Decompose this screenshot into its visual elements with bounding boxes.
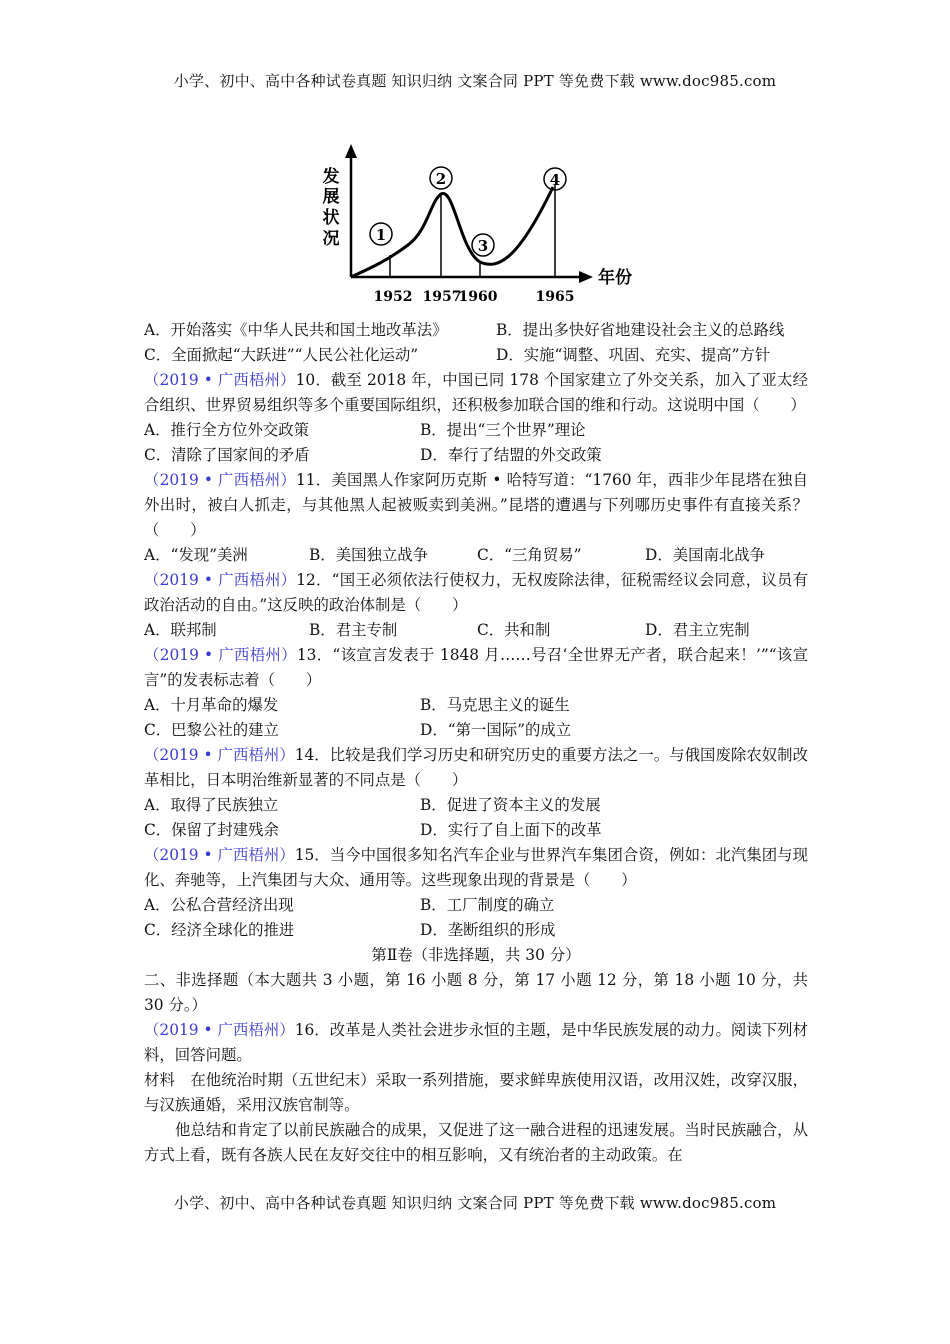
source-tag: （2019 • 广西梧州）	[144, 371, 296, 389]
svg-text:3: 3	[477, 237, 489, 255]
q15-option-d[interactable]: D．垄断组织的形成	[420, 921, 556, 939]
development-chart	[318, 142, 648, 312]
q15-option-b[interactable]: B．工厂制度的确立	[420, 896, 555, 914]
svg-text:4: 4	[549, 171, 561, 189]
svg-text:展: 展	[322, 187, 340, 207]
q11-option-c[interactable]: C．“三角贸易”	[477, 546, 582, 564]
question-stem: 10．截至 2018 年，中国已同 178 个国家建立了外交关系，加入了亚太经合组织、世界贸易组织等多个重要国际组织，还积极参加联合国的维和行动。这说明中国（ ）	[144, 371, 808, 414]
source-tag: （2019 • 广西梧州）	[144, 571, 297, 589]
svg-text:发: 发	[322, 167, 340, 187]
source-tag: （2019 • 广西梧州）	[144, 1021, 295, 1039]
q10-options-row-2	[144, 443, 808, 468]
q12-option-b[interactable]: B．君主专制	[309, 621, 398, 639]
source-tag: （2019 • 广西梧州）	[144, 646, 297, 664]
question-14	[144, 743, 808, 793]
question-stem: 13．“该宣言发表于 1848 月……号召‘全世界无产者，联合起来！’”“该宣言”的发表标志着（ ）	[144, 646, 808, 689]
q14-options-row-1	[144, 793, 808, 818]
q10-option-b[interactable]: B．提出“三个世界”理论	[420, 421, 586, 439]
question-11	[144, 468, 808, 543]
q13-options-row-2	[144, 718, 808, 743]
q9-option-a[interactable]: A．开始落实《中华人民共和国土地改革法》	[144, 321, 448, 339]
q9-option-c[interactable]: C．全面掀起“大跃进”“人民公社化运动”	[144, 346, 419, 364]
question-stem: 16．改革是人类社会进步永恒的主题，是中华民族发展的动力。阅读下列材料，回答问题。	[144, 1021, 808, 1064]
question-15	[144, 843, 808, 893]
q9-option-b[interactable]: B．提出多快好省地建设社会主义的总路线	[496, 321, 785, 339]
q11-option-d[interactable]: D．美国南北战争	[645, 546, 766, 564]
section-2-instruction: 二、非选择题（本大题共 3 小题，第 16 小题 8 分，第 17 小题 12 分，第 18 小题 10 分，共 30 分。）	[144, 971, 808, 1014]
q14-option-b[interactable]: B．促进了资本主义的发展	[420, 796, 601, 814]
question-stem: 12．“国王必须依法行使权力，无权废除法律，征税需经议会同意，议员有政治活动的自由。”这反映的政治体制是（ ）	[144, 571, 808, 614]
q11-option-b[interactable]: B．美国独立战争	[309, 546, 429, 564]
exam-content	[144, 318, 808, 1168]
q13-options-row-1	[144, 693, 808, 718]
question-13	[144, 643, 808, 693]
question-12	[144, 568, 808, 618]
source-tag: （2019 • 广西梧州）	[144, 746, 295, 764]
source-tag: （2019 • 广西梧州）	[144, 471, 296, 489]
source-tag: （2019 • 广西梧州）	[144, 846, 295, 864]
q14-options-row-2	[144, 818, 808, 843]
svg-text:2: 2	[435, 170, 447, 188]
svg-text:年份: 年份	[598, 268, 632, 288]
q13-option-c[interactable]: C．巴黎公社的建立	[144, 721, 279, 739]
q10-option-c[interactable]: C．清除了国家间的矛盾	[144, 446, 310, 464]
q15-options-row-2	[144, 918, 808, 943]
q12-option-c[interactable]: C．共和制	[477, 621, 551, 639]
svg-text:状: 状	[322, 208, 340, 228]
svg-text:1957: 1957	[422, 289, 462, 305]
q14-option-c[interactable]: C．保留了封建残余	[144, 821, 279, 839]
q10-option-a[interactable]: A．推行全方位外交政策	[144, 421, 310, 439]
q11-options-row	[144, 543, 808, 568]
q12-option-a[interactable]: A．联邦制	[144, 621, 217, 639]
q9-options-row-1	[144, 318, 808, 343]
material-paragraph-1: 材料 在他统治时期（五世纪末）采取一系列措施，要求鲜卑族使用汉语，改用汉姓，改穿汉服，与汉族通婚，采用汉族官制等。	[144, 1071, 808, 1114]
q13-option-b[interactable]: B．马克思主义的诞生	[420, 696, 570, 714]
svg-text:1965: 1965	[535, 289, 575, 305]
q14-option-d[interactable]: D．实行了自上面下的改革	[420, 821, 602, 839]
question-stem: 14．比较是我们学习历史和研究历史的重要方法之一。与俄国废除农奴制改革相比，日本明治维新显著的不同点是（ ）	[144, 746, 808, 789]
q9-option-d[interactable]: D．实施“调整、巩固、充实、提高”方针	[496, 346, 771, 364]
header-banner: 小学、初中、高中各种试卷真题 知识归纳 文案合同 PPT 等免费下载 www.doc985.com	[173, 72, 777, 90]
q9-options-row-2	[144, 343, 808, 368]
question-10	[144, 368, 808, 418]
q14-option-a[interactable]: A．取得了民族独立	[144, 796, 279, 814]
section-2-title: 第Ⅱ卷（非选择题，共 30 分）	[371, 946, 581, 964]
question-stem: 15．当今中国很多知名汽车企业与世界汽车集团合资，例如：北汽集团与现化、奔驰等，上汽集团与大众、通用等。这些现象出现的背景是（ ）	[144, 846, 808, 889]
q10-option-d[interactable]: D．奉行了结盟的外交政策	[420, 446, 602, 464]
material-paragraph-2: 他总结和肯定了以前民族融合的成果，又促进了这一融合进程的迅速发展。当时民族融合，从方式上看，既有各族人民在友好交往中的相互影响，又有统治者的主动政策。在	[144, 1121, 808, 1164]
svg-text:1960: 1960	[458, 289, 498, 305]
svg-text:1952: 1952	[373, 289, 413, 305]
q12-option-d[interactable]: D．君主立宪制	[645, 621, 750, 639]
question-16	[144, 1018, 808, 1068]
q10-options-row-1	[144, 418, 808, 443]
q11-option-a[interactable]: A．“发现”美洲	[144, 546, 248, 564]
footer-banner: 小学、初中、高中各种试卷真题 知识归纳 文案合同 PPT 等免费下载 www.doc985.com	[173, 1194, 777, 1212]
q13-option-d[interactable]: D．“第一国际”的成立	[420, 721, 572, 739]
q15-options-row-1	[144, 893, 808, 918]
svg-text:1: 1	[375, 226, 387, 244]
q12-options-row	[144, 618, 808, 643]
q13-option-a[interactable]: A．十月革命的爆发	[144, 696, 279, 714]
q15-option-c[interactable]: C．经济全球化的推进	[144, 921, 295, 939]
q15-option-a[interactable]: A．公私合营经济出现	[144, 896, 294, 914]
svg-text:况: 况	[322, 229, 340, 249]
question-stem: 11．美国黑人作家阿历克斯 • 哈特写道：“1760 年，西非少年昆塔在独自外出时，被白人抓走，与其他黑人起被贩卖到美洲。”昆塔的遭遇与下列哪历史事件有直接关系？（ ）	[144, 471, 808, 539]
